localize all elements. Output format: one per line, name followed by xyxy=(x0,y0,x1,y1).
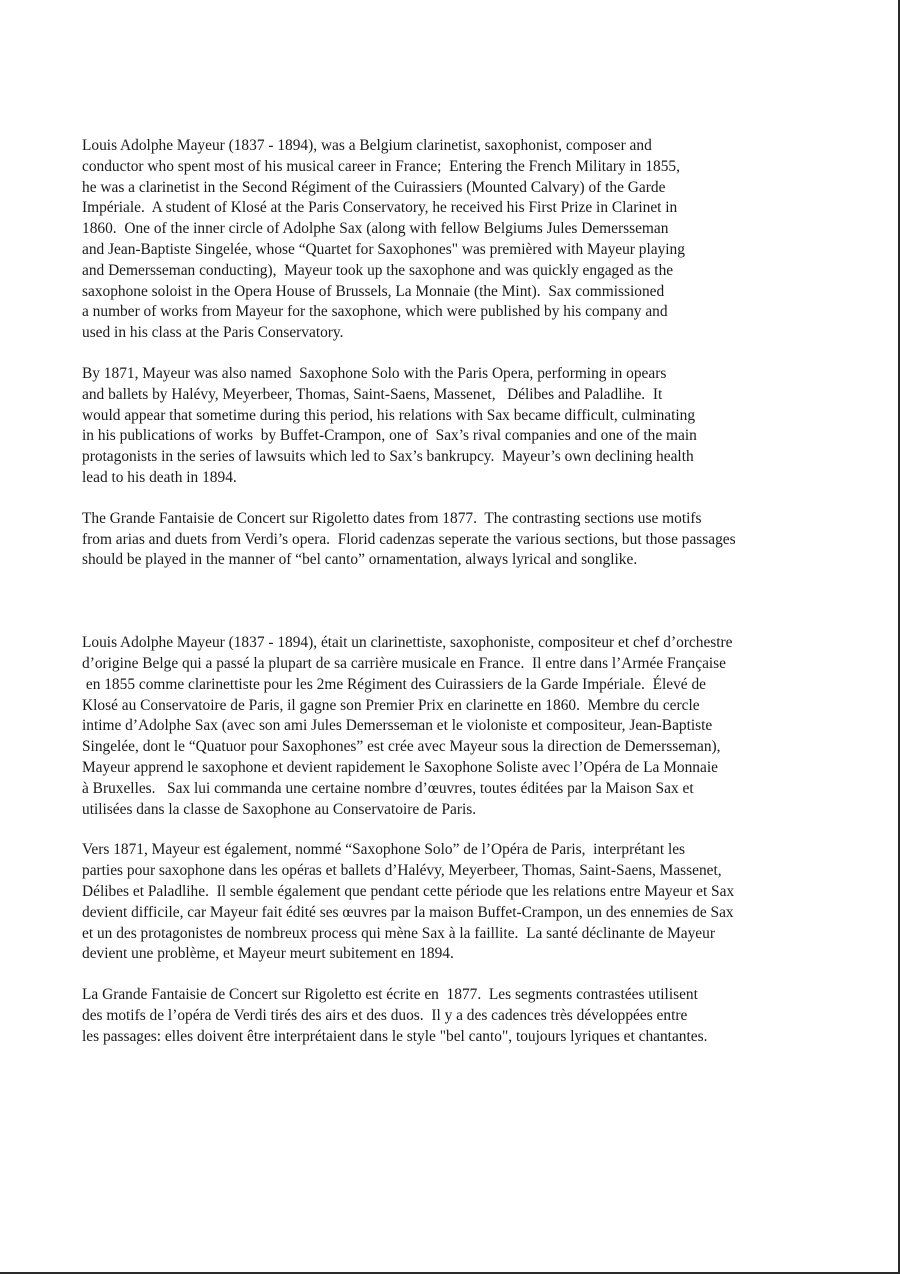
french-paragraph-biographie: Louis Adolphe Mayeur (1837 - 1894), était un clarinettiste, saxophoniste, compositeur et chef d’orchestre d’origine Belge qui a passé la plupart de sa carrière musicale en France. Il entre dans l’Armée Française en 1855 comme clarinettiste pour les 2me Régiment des Cuirassiers de la Garde Impériale. Élevé de Klosé au Conservatoire de Paris, il gagne son Premier Prix en clarinette en 1860. Membre du cercle intime d’Adolphe Sax (avec son ami Jules Demersseman et le violoniste et compositeur, Jean-Baptiste Singelée, dont le “Quatuor pour Saxophones” est crée avec Mayeur sous la direction de Demersseman), Mayeur apprend le saxophone et devient rapidement le Saxophone Soliste avec l’Opéra de La Monnaie à Bruxelles. Sax lui commanda une certaine nombre d’œuvres, toutes éditées par la Maison Sax et utilisées dans la classe de Saxophone au Conservatoire de Paris. xyxy=(82,634,733,818)
english-paragraph-paris-opera: By 1871, Mayeur was also named Saxophone Solo with the Paris Opera, performing in opears and ballets by Halévy, Meyerbeer, Thomas, Saint-Saens, Massenet, Délibes and Paladlihe. It would appear that sometime during this period, his relations with Sax became difficult, culminating in his publications of works by Buffet-Crampon, one of Sax’s rival companies and one of the main protagonists in the series of lawsuits which led to Sax’s bankrupcy. Mayeur’s own declining health lead to his death in 1894. xyxy=(82,364,697,486)
paragraph-spacer xyxy=(82,820,872,840)
paragraph-spacer xyxy=(82,344,872,364)
french-paragraph-rigoletto: La Grande Fantaisie de Concert sur Rigoletto est écrite en 1877. Les segments contrastées utilisent des motifs de l’opéra de Verdi tirés des airs et des duos. Il y a des cadences très développées entre les passages: elles doivent être interprétaient dans le style "bel canto", toujours lyriques et chantantes. xyxy=(82,986,708,1045)
french-paragraph-opera-de-paris: Vers 1871, Mayeur est également, nommé “Saxophone Solo” de l’Opéra de Paris, interprétant les parties pour saxophone dans les opéras et ballets d’Halévy, Meyerbeer, Thomas, Saint-Saens, Massenet, Délibes et Paladlihe. Il semble également que pendant cette période que les relations entre Mayeur et Sax devient difficile, car Mayeur fait édité ses œuvres par la maison Buffet-Crampon, un des ennemies de Sax et un des protagonistes de nombreux process qui mène Sax à la faillite. La santé déclinante de Mayeur devient une problème, et Mayeur meurt subitement en 1894. xyxy=(82,841,735,963)
english-paragraph-biography: Louis Adolphe Mayeur (1837 - 1894), was a Belgium clarinetist, saxophonist, composer and conductor who spent most of his musical career in France; Entering the French Military in 1855, he was a clarinetist in the Second Régiment of the Cuirassiers (Mounted Calvary) of the Garde Impériale. A student of Klosé at the Paris Conservatory, he received his First Prize in Clarinet in 1860. One of the inner circle of Adolphe Sax (along with fellow Belgiums Jules Demersseman and Jean-Baptiste Singelée, whose “Quartet for Saxophones" was premièred with Mayeur playing and Demersseman conducting), Mayeur took up the saxophone and was quickly engaged as the saxophone soloist in the Opera House of Brussels, La Monnaie (the Mint). Sax commissioned a number of works from Mayeur for the saxophone, which were published by his company and used in his class at the Paris Conservatory. xyxy=(82,137,685,342)
section-spacer xyxy=(82,571,872,633)
english-paragraph-rigoletto: The Grande Fantaisie de Concert sur Rigoletto dates from 1877. The contrasting sections use motifs from arias and duets from Verdi’s opera. Florid cadenzas seperate the various sections, but those passages should be played in the manner of “bel canto” ornamentation, always lyrical and songlike. xyxy=(82,509,736,569)
english-section xyxy=(82,136,872,571)
document-page xyxy=(82,136,872,1047)
french-section xyxy=(82,633,872,1047)
paragraph-spacer xyxy=(82,965,872,985)
paragraph-spacer xyxy=(82,489,872,509)
